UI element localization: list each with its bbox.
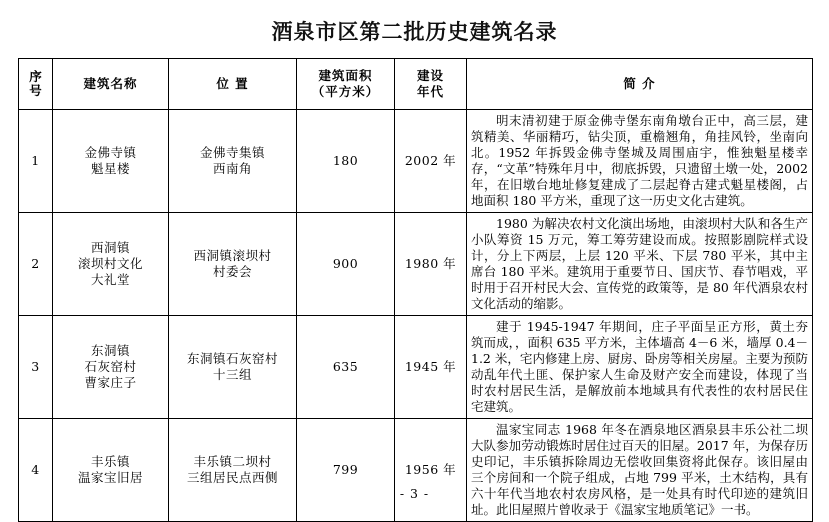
column-header-name: 建筑名称 xyxy=(53,59,169,110)
column-header-year xyxy=(395,59,467,110)
table-header xyxy=(19,59,813,110)
cell-location: 西洞镇滚坝村 村委会 xyxy=(169,213,297,316)
cell-index: 2 xyxy=(19,213,53,316)
cell-area: 635 xyxy=(297,316,395,419)
cell-location: 金佛寺集镇 西南角 xyxy=(169,110,297,213)
table-body xyxy=(19,110,813,522)
cell-year: 1956 年 xyxy=(395,419,467,522)
cell-area: 900 xyxy=(297,213,395,316)
cell-location: 东洞镇石灰窑村 十三组 xyxy=(169,316,297,419)
description-text: 建于 1945-1947 年期间，庄子平面呈正方形，黄土夯筑而成，，面积 635 平方米，主体墙高 4－6 米，墙厚 0.4－1.2 米，宅内修建上房、厨房、卧房等相关房屋。主要为预防动乱年代土匪、保护家人生命及财产安全而建设，体现了当时农村居民生活，是解放前本地域具有代表性的农村居民住宅建筑。 xyxy=(471,319,808,414)
column-header-area xyxy=(297,59,395,110)
column-header-area-line1: 建筑面积 xyxy=(318,68,373,83)
cell-description xyxy=(467,316,813,419)
column-header-area-line2: （平方米） xyxy=(311,84,380,99)
cell-description xyxy=(467,419,813,522)
cell-index: 4 xyxy=(19,419,53,522)
column-header-index xyxy=(19,59,53,110)
cell-year: 1945 年 xyxy=(395,316,467,419)
cell-location: 丰乐镇二坝村 三组居民点西侧 xyxy=(169,419,297,522)
cell-name: 金佛寺镇 魁星楼 xyxy=(53,110,169,213)
cell-description xyxy=(467,110,813,213)
page-number: - 3 - xyxy=(399,486,430,501)
table-row xyxy=(19,316,813,419)
cell-description xyxy=(467,213,813,316)
cell-year: 2002 年 xyxy=(395,110,467,213)
column-header-location: 位 置 xyxy=(169,59,297,110)
cell-name: 东洞镇 石灰窑村 曹家庄子 xyxy=(53,316,169,419)
table-row xyxy=(19,213,813,316)
historic-buildings-table xyxy=(18,58,813,522)
cell-name: 丰乐镇 温家宝旧居 xyxy=(53,419,169,522)
column-header-year-line2: 年代 xyxy=(416,84,444,99)
column-header-index-line1: 序 xyxy=(29,68,42,84)
cell-name: 西洞镇 滚坝村文化 大礼堂 xyxy=(53,213,169,316)
description-text: 温家宝同志 1968 年冬在酒泉地区酒泉县丰乐公社二坝大队参加劳动锻炼时居住过百天的旧屋。2017 年，为保存历史印记，丰乐镇拆除周边无偿收回集资将此保存。该旧屋由三个房间和一个院子组成，占地 799 平米，土木结构，具有六十年代当地农村农房风格，是一处具有时代印迹的建筑旧址。此旧屋照片曾收录于《温家宝地质笔记》一书。 xyxy=(471,422,808,517)
table-row xyxy=(19,110,813,213)
description-text: 明末清初建于原金佛寺堡东南角墩台正中，高三层，建筑精美、华丽精巧，钻尖顶，重檐翘角，角挂风铃，坐南向北。1952 年拆毁金佛寺堡城及周围庙宇，惟独魁星楼幸存，“文革”特殊年月中，彻底拆毁，只遗留土墩一处，2002 年，在旧墩台地址修复建成了二层起脊古建式魁星楼阁，占地面积 180 平方米，重现了这一历史文化古建筑。 xyxy=(471,113,808,208)
cell-area: 799 xyxy=(297,419,395,522)
column-header-index-line2: 号 xyxy=(29,83,42,98)
cell-year: 1980 年 xyxy=(395,213,467,316)
cell-index: 1 xyxy=(19,110,53,213)
table-row xyxy=(19,419,813,522)
cell-area: 180 xyxy=(297,110,395,213)
table-header-row xyxy=(19,59,813,110)
column-header-description: 简 介 xyxy=(467,59,813,110)
cell-index: 3 xyxy=(19,316,53,419)
page-title: 酒泉市区第二批历史建筑名录 xyxy=(271,19,558,44)
description-text: 1980 为解决农村文化演出场地，由滚坝村大队和各生产小队筹资 15 万元，筹工筹劳建设而成。按照影剧院样式设计，分上下两层，上层 120 平米、下层 780 平米，其中主席台 180 平米。建筑用于重要节日、国庆节、春节唱戏，平时用于召开村民大会、宣传党的政策等，是 80 年代酒泉农村文化活动的缩影。 xyxy=(471,216,808,311)
column-header-year-line1: 建设 xyxy=(416,68,444,83)
